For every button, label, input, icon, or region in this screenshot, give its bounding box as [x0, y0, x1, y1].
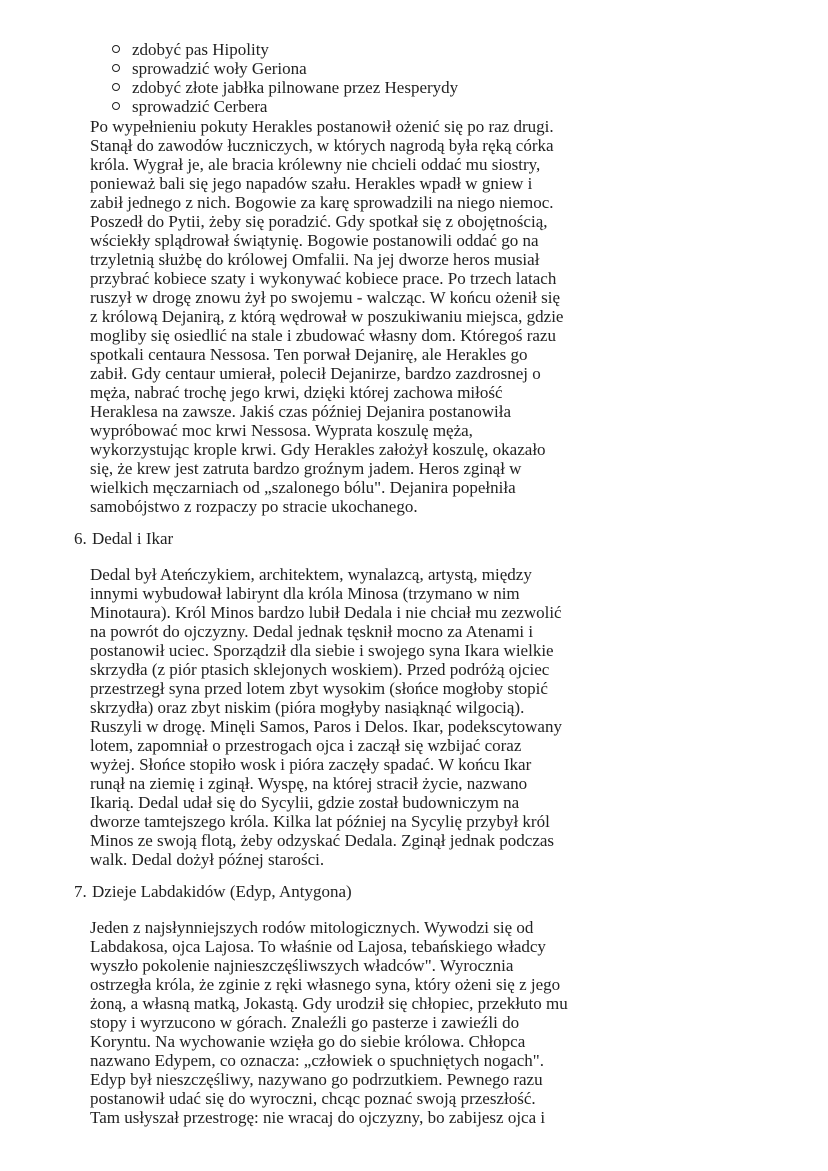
paragraph-line: stopy i wyrzucono w górach. Znaleźli go pasterze i zawieźli do	[90, 1013, 520, 1032]
paragraph-line: mogliby się osiedlić na stale i zbudować własny dom. Któregoś razu	[90, 326, 556, 345]
paragraph-line: wyszło pokolenie najnieszczęśliwszych władców". Wyrocznia	[90, 956, 514, 975]
paragraph-line: żoną, a własną matką, Jokastą. Gdy urodził się chłopiec, przekłuto mu	[90, 994, 568, 1013]
paragraph-line: Ruszyli w drogę. Minęli Samos, Paros i Delos. Ikar, podekscytowany	[90, 717, 562, 736]
paragraph-line: ruszył w drogę znowu żył po swojemu - walcząc. W końcu ożenił się	[90, 288, 561, 307]
list-item: sprowadzić woły Geriona	[132, 59, 307, 78]
paragraph-line: ponieważ bali się jego napadów szału. Herakles wpadł w gniew i	[90, 174, 533, 193]
paragraph-line: nazwano Edypem, co oznacza: „człowiek o spuchniętych nogach".	[90, 1051, 544, 1070]
paragraph-line: męża, nabrać trochę jego krwi, dzięki której zachowa miłość	[90, 383, 503, 402]
paragraph-line: Dedal był Ateńczykiem, architektem, wynalazcą, artystą, między	[90, 565, 532, 584]
paragraph-line: Stanął do zawodów łuczniczych, w których nagrodą była ręką córka	[90, 136, 554, 155]
paragraph-line: runął na ziemię i zginął. Wyspę, na której stracił życie, nazwano	[90, 774, 528, 793]
paragraph-line: dworze tamtejszego króla. Kilka lat później na Sycylię przybył król	[90, 812, 550, 831]
paragraph-line: spotkali centaura Nessosa. Ten porwał Dejanirę, ale Herakles go	[90, 345, 528, 364]
paragraph-line: przestrzegł syna przed lotem zbyt wysokim (słońce mogłoby stopić	[90, 679, 548, 698]
paragraph-line: Po wypełnieniu pokuty Herakles postanowił ożenić się po raz drugi.	[90, 117, 554, 136]
section-title: Dedal i Ikar	[92, 529, 174, 548]
paragraph-line: Labdakosa, ojca Lajosa. To właśnie od Lajosa, tebańskiego władcy	[90, 937, 546, 956]
paragraph-line: postanowił uciec. Sporządził dla siebie i swojego syna Ikara wielkie	[90, 641, 554, 660]
circle-bullet-icon	[112, 102, 120, 110]
paragraph-line: zabił jednego z nich. Bogowie za karę sprowadzili na niego niemoc.	[90, 193, 554, 212]
paragraph-line: Ikarią. Dedal udał się do Sycylii, gdzie został budowniczym na	[90, 793, 520, 812]
paragraph-line: Tam usłyszał przestrogę: nie wracaj do ojczyzny, bo zabijesz ojca i	[90, 1108, 546, 1127]
list-item: sprowadzić Cerbera	[132, 97, 268, 116]
paragraph-line: samobójstwo z rozpaczy po stracie ukochanego.	[90, 497, 418, 516]
paragraph-line: Minotaura). Król Minos bardzo lubił Dedala i nie chciał mu zezwolić	[90, 603, 562, 622]
list-item: zdobyć złote jabłka pilnowane przez Hesperydy	[132, 78, 459, 97]
paragraph-line: postanowił udać się do wyroczni, chcąc poznać swoją przeszłość.	[90, 1089, 536, 1108]
paragraph-line: króla. Wygrał je, ale bracia królewny nie chcieli oddać mu siostry,	[90, 155, 541, 174]
circle-bullet-icon	[112, 45, 120, 53]
paragraph-line: Jeden z najsłynniejszych rodów mitologicznych. Wywodzi się od	[90, 918, 534, 937]
paragraph-line: lotem, zapomniał o przestrogach ojca i zaczął się wzbijać coraz	[90, 736, 522, 755]
paragraph-line: Edyp był nieszczęśliwy, nazywano go podrzutkiem. Pewnego razu	[90, 1070, 543, 1089]
paragraph-line: Poszedł do Pytii, żeby się poradzić. Gdy spotkał się z obojętnością,	[90, 212, 548, 231]
paragraph-line: Minos ze swoją flotą, żeby odzyskać Dedala. Zginął jednak podczas	[90, 831, 555, 850]
paragraph-line: skrzydła (z piór ptasich sklejonych woskiem). Przed podróżą ojciec	[90, 660, 550, 679]
paragraph-line: innymi wybudował labirynt dla króla Minosa (trzymano w nim	[90, 584, 520, 603]
section-title: Dzieje Labdakidów (Edyp, Antygona)	[92, 882, 352, 901]
paragraph-line: Koryntu. Na wychowanie wzięła go do siebie królowa. Chłopca	[90, 1032, 526, 1051]
paragraph-line: zabił. Gdy centaur umierał, polecił Dejanirze, bardzo zazdrosnej o	[90, 364, 541, 383]
paragraph-line: walk. Dedal dożył późnej starości.	[90, 850, 325, 869]
paragraph-line: z królową Dejanirą, z którą wędrował w poszukiwaniu miejsca, gdzie	[90, 307, 564, 326]
paragraph-line: wściekły splądrował świątynię. Bogowie postanowili oddać go na	[90, 231, 539, 250]
list-item: zdobyć pas Hipolity	[132, 40, 269, 59]
paragraph-line: wykorzystując krople krwi. Gdy Herakles założył koszulę, okazało	[90, 440, 546, 459]
paragraph-line: wypróbować moc krwi Nessosa. Wyprata koszulę męża,	[90, 421, 473, 440]
paragraph-line: ostrzegła króla, że zginie z ręki własnego syna, który ożeni się z jego	[90, 975, 561, 994]
paragraph-line: wyżej. Słońce stopiło wosk i pióra zaczęły spadać. W końcu Ikar	[90, 755, 532, 774]
paragraph-line: skrzydła) oraz zbyt niskim (pióra mogłyby nasiąknąć wilgocią).	[90, 698, 525, 717]
circle-bullet-icon	[112, 64, 120, 72]
paragraph-line: wielkich męczarniach od „szalonego bólu". Dejanira popełniła	[90, 478, 516, 497]
section-number: 6.	[74, 529, 87, 548]
paragraph-line: się, że krew jest zatruta bardzo groźnym jadem. Heros zginął w	[90, 459, 522, 478]
section-number: 7.	[74, 882, 87, 901]
circle-bullet-icon	[112, 83, 120, 91]
paragraph-line: trzyletnią służbę do królowej Omfalii. Na jej dworze heros musiał	[90, 250, 540, 269]
paragraph-line: Heraklesa na zawsze. Jakiś czas później Dejanira postanowiła	[90, 402, 512, 421]
paragraph-line: przybrać kobiece szaty i wykonywać kobiece prace. Po trzech latach	[90, 269, 557, 288]
paragraph-line: na powrót do ojczyzny. Dedal jednak tęsknił mocno za Atenami i	[90, 622, 534, 641]
